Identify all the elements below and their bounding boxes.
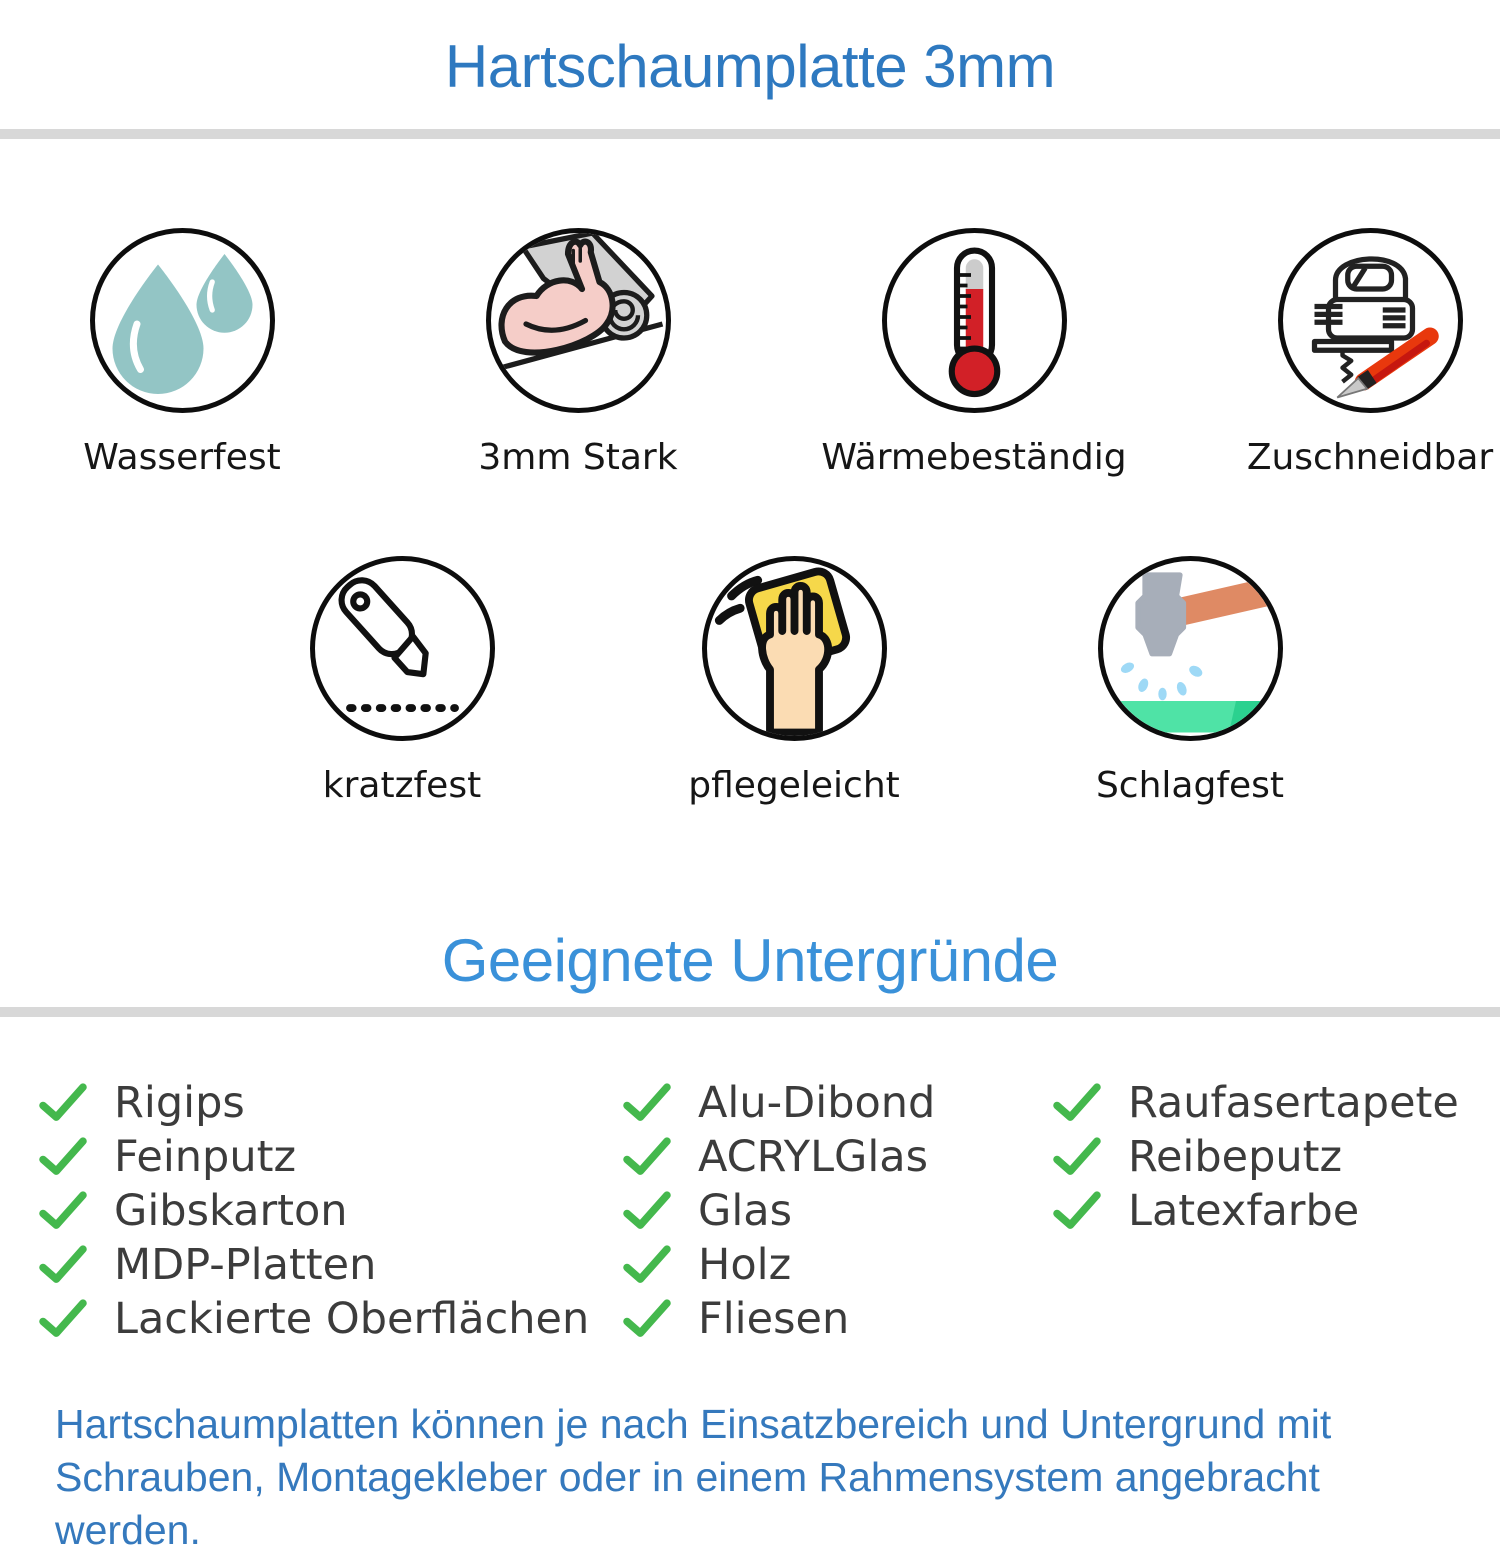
divider-top — [0, 129, 1500, 139]
substrate-column-2 — [622, 1076, 1052, 1346]
feature-label: Wärmebeständig — [821, 437, 1127, 478]
substrate-item — [38, 1130, 638, 1184]
section-title: Geeignete Untergründe — [441, 927, 1059, 994]
utility-knife-icon — [310, 556, 495, 741]
substrate-label: Glas — [698, 1186, 793, 1236]
water-drops-icon — [90, 228, 275, 413]
feature-label: pflegeleicht — [688, 765, 900, 806]
substrate-label: Raufasertapete — [1128, 1078, 1459, 1128]
footer-line-2: Schrauben, Montagekleber oder in einem Rahmensystem angebracht werden. — [55, 1454, 1320, 1553]
hammer-icon — [1098, 556, 1283, 741]
muscle-arm-icon — [486, 228, 671, 413]
substrate-item — [622, 1292, 1052, 1346]
feature-waermebestaendig — [794, 228, 1154, 478]
substrate-label: Gibskarton — [114, 1186, 348, 1236]
footer-note — [55, 1398, 1475, 1557]
feature-wasserfest — [2, 228, 362, 478]
substrate-label: Holz — [698, 1240, 792, 1290]
substrate-item — [622, 1076, 1052, 1130]
substrate-label: Fliesen — [698, 1294, 850, 1344]
substrate-item — [1052, 1076, 1500, 1130]
substrate-label: Latexfarbe — [1128, 1186, 1360, 1236]
cleaning-hand-icon — [702, 556, 887, 741]
check-icon — [38, 1136, 88, 1178]
substrate-item — [622, 1184, 1052, 1238]
check-icon — [38, 1298, 88, 1340]
thermometer-icon — [882, 228, 1067, 413]
check-icon — [1052, 1190, 1102, 1232]
check-icon — [622, 1082, 672, 1124]
substrate-label: Rigips — [114, 1078, 245, 1128]
feature-3mm-stark — [398, 228, 758, 478]
check-icon — [38, 1082, 88, 1124]
substrate-item — [622, 1130, 1052, 1184]
feature-zuschneidbar — [1190, 228, 1500, 478]
substrate-item — [38, 1184, 638, 1238]
check-icon — [622, 1244, 672, 1286]
substrate-item — [622, 1238, 1052, 1292]
substrate-label: Lackierte Oberflächen — [114, 1294, 590, 1344]
check-icon — [38, 1244, 88, 1286]
substrate-column-3 — [1052, 1076, 1500, 1238]
substrate-label: MDP-Platten — [114, 1240, 377, 1290]
feature-label: 3mm Stark — [478, 437, 678, 478]
jigsaw-icon — [1278, 228, 1463, 413]
page-title: Hartschaumplatte 3mm — [444, 33, 1056, 100]
check-icon — [622, 1136, 672, 1178]
substrate-item — [1052, 1130, 1500, 1184]
feature-pflegeleicht — [614, 556, 974, 806]
check-icon — [38, 1190, 88, 1232]
substrate-label: Alu-Dibond — [698, 1078, 936, 1128]
feature-kratzfest — [222, 556, 582, 806]
feature-label: Schlagfest — [1095, 765, 1285, 806]
check-icon — [622, 1298, 672, 1340]
footer-line-1: Hartschaumplatten können je nach Einsatzbereich und Untergrund mit — [55, 1401, 1332, 1447]
feature-label: Zuschneidbar — [1246, 437, 1494, 478]
feature-label: Wasserfest — [83, 437, 281, 478]
substrate-label: Feinputz — [114, 1132, 297, 1182]
check-icon — [622, 1190, 672, 1232]
substrate-label: Reibeputz — [1128, 1132, 1343, 1182]
feature-label: kratzfest — [322, 765, 482, 806]
check-icon — [1052, 1136, 1102, 1178]
substrate-item — [38, 1238, 638, 1292]
substrate-label: ACRYLGlas — [698, 1132, 929, 1182]
substrate-item — [38, 1076, 638, 1130]
substrate-column-1 — [38, 1076, 638, 1346]
check-icon — [1052, 1082, 1102, 1124]
substrate-item — [38, 1292, 638, 1346]
substrate-item — [1052, 1184, 1500, 1238]
feature-schlagfest — [1010, 556, 1370, 806]
divider-middle — [0, 1007, 1500, 1017]
